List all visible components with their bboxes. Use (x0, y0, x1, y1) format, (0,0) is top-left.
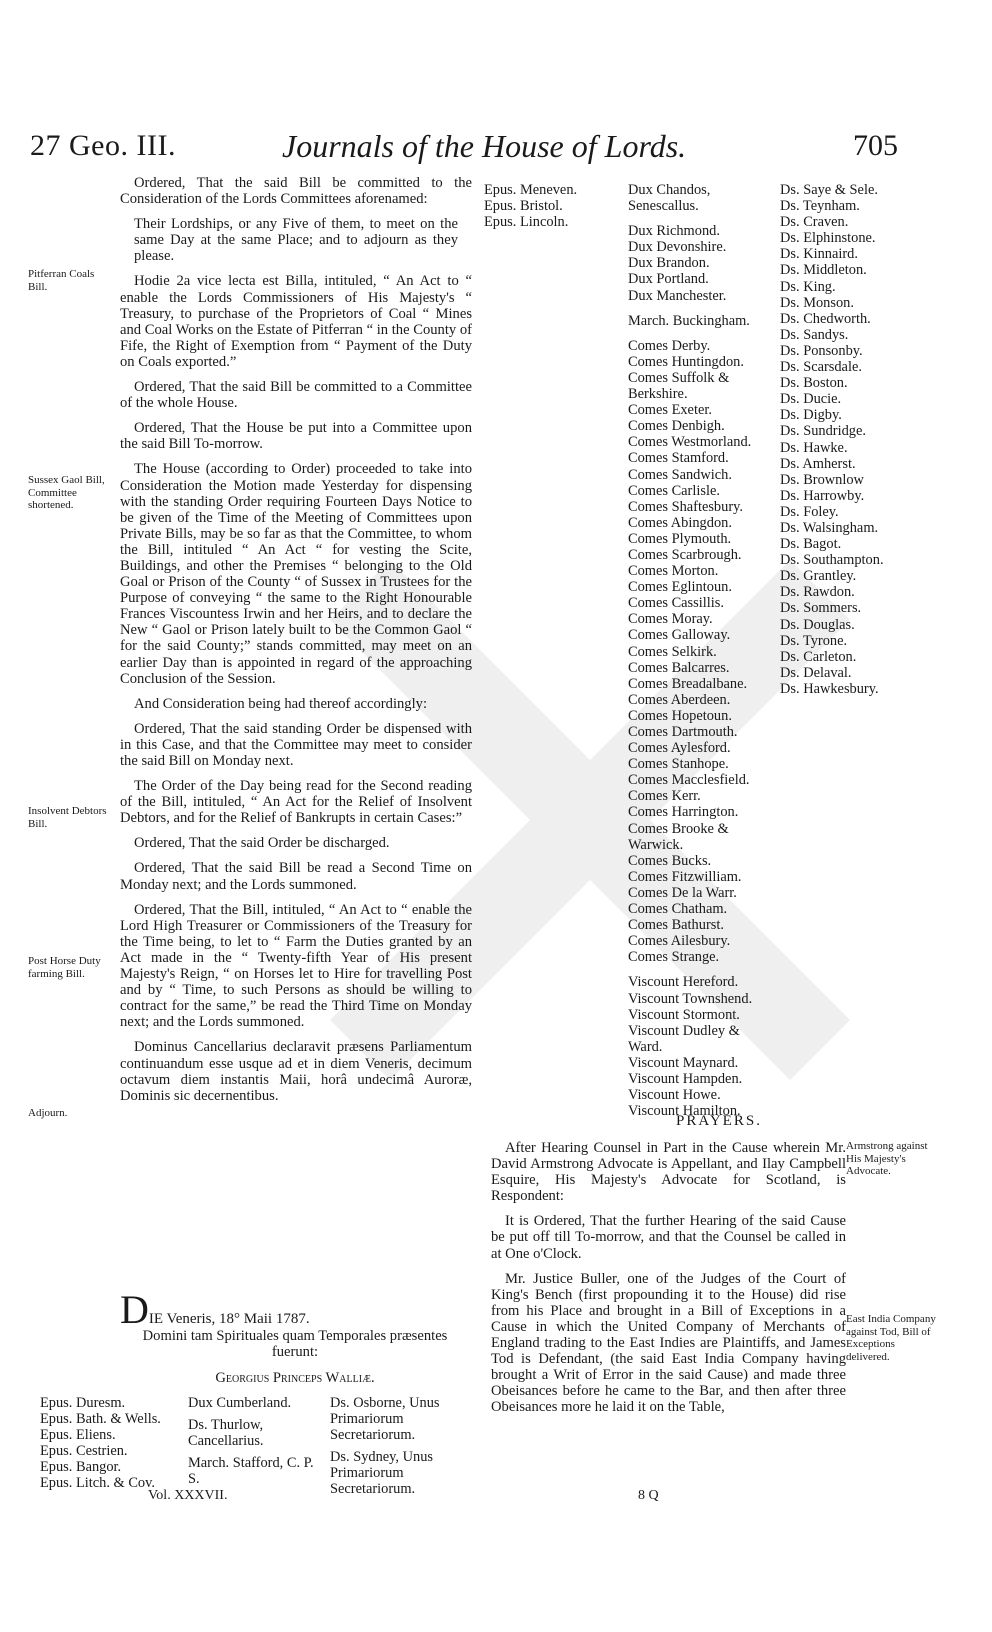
list-item: Comes Aylesford. (628, 740, 731, 757)
die-sub: Domini tam Spirituales quam Temporales præsentes fuerunt: (142, 1328, 448, 1360)
volume-label: Vol. XXXVII. (148, 1488, 228, 1503)
die-bishops (40, 1395, 161, 1492)
list-item: Dux Devonshire. (628, 239, 727, 256)
attendance-bishops (484, 182, 577, 230)
paragraph: The House (according to Order) proceeded to take into Consideration the Motion made Yesterday for dispensing with the standing Order requiring Fourteen Days Notice to be given of the Time of the Meeting of Committees upon Private Bills, may be so far as that the Committee, to whom the Bill, intituled “ An Act “ for vesting the Scite, Buildings, and other the Premises “ belonging to the Old Goal or Prison of the County “ of Sussex in Trustees for the Purpose of conveying “ the same to the Right Honourable Frances Viscountess Irwin and her Heirs, and to declare the New “ Gaol or Prison lately built to be the Common Gaol “ for the said County;” stands committed, may meet on an earlier Day than is appointed in regard of the approaching Conclusion of the Session. (120, 461, 472, 687)
list-item: Ds. Walsingham. (780, 519, 879, 536)
list-item: Comes Denbigh. (628, 418, 725, 435)
list-item: Ds. Saye & Sele. (780, 182, 878, 198)
list-item: Epus. Eliens. (40, 1427, 116, 1444)
list-item: Ds. Rawdon. (780, 584, 855, 601)
left-column (120, 175, 472, 1113)
list-item: Warwick. (628, 836, 684, 853)
list-item: Comes Strange. (628, 949, 720, 966)
list-item: Comes De la Warr. (628, 884, 737, 901)
paragraph: It is Ordered, That the further Hearing of the said Cause be put off till To-morrow, and that the Counsel be called in at One o'Clock. (491, 1213, 846, 1262)
list-item: Ds. Thurlow, Cancellarius. (188, 1417, 264, 1450)
list-item: Viscount Dudley & (628, 1022, 740, 1039)
list-item: Comes Hopetoun. (628, 707, 732, 724)
margin-note-insolvent: Insolvent Debtors Bill. (28, 805, 107, 830)
list-item: Ds. King. (780, 278, 836, 295)
list-item: Ds. Carleton. (780, 648, 857, 665)
list-item: Ds. Douglas. (780, 616, 855, 633)
list-item: Ds. Brownlow (780, 471, 864, 488)
list-item: Ds. Craven. (780, 214, 849, 231)
list-item: Comes Carlisle. (628, 482, 720, 499)
list-item: Dux Manchester. (628, 287, 727, 304)
list-item: Ds. Digby. (780, 407, 842, 424)
margin-note-posthorse: Post Horse Duty farming Bill. (28, 955, 101, 980)
page-number: 705 (853, 129, 898, 162)
list-item: Comes Moray. (628, 611, 713, 628)
list-item: Ds. Middleton. (780, 262, 867, 279)
list-item: Ds. Amherst. (780, 455, 856, 472)
die-heading (120, 1287, 470, 1332)
list-item: Comes Abingdon. (628, 514, 732, 531)
barons-list (780, 182, 884, 697)
list-item: Epus. Bristol. (484, 198, 563, 215)
list-item: Ds. Kinnaird. (780, 246, 858, 263)
list-item: Berkshire. (628, 386, 688, 403)
list-item: Comes Macclesfield. (628, 772, 750, 789)
list-item: Comes Chatham. (628, 901, 728, 918)
list-item: Viscount Hampden. (628, 1070, 743, 1087)
list-item: Comes Fitzwilliam. (628, 868, 742, 885)
paragraph: The Order of the Day being read for the Second reading of the Bill, intituled, “ An Act for the Relief of Insolvent Debtors, and for the Relief of Bankrupts in certain Cases:” (120, 778, 472, 827)
list-item: Dux Brandon. (628, 255, 710, 272)
list-item: Ds. Sydney, Unus Primariorum Secretariorum. (330, 1449, 434, 1498)
paragraph: Ordered, That the said Bill be read a Second Time on Monday next; and the Lords summoned. (120, 860, 472, 893)
list-item: Ds. Hawke. (780, 439, 848, 456)
list-item: Viscount Hamilton. (628, 1103, 741, 1120)
list-item: Dux Chandos, Senescallus. (628, 182, 711, 215)
die-right (330, 1395, 475, 1498)
paragraph: Ordered, That the said Bill be committed to the Consideration of the Lords Committees aforenamed: (120, 175, 472, 208)
list-item: Viscount Howe. (628, 1087, 721, 1104)
list-item: Comes Morton. (628, 563, 719, 580)
list-item: Ds. Hawkesbury. (780, 680, 879, 697)
prince-line: Georgius Princeps Walliæ. (215, 1370, 375, 1386)
paragraph: Ordered, That the said Bill be committed to a Committee of the whole House. (120, 379, 472, 412)
list-item: Ds. Ducie. (780, 391, 842, 408)
list-item: Epus. Meneven. (484, 182, 578, 198)
list-item: Viscount Stormont. (628, 1006, 740, 1023)
paragraph: Ordered, That the said standing Order be dispensed with in this Case, and that the Committee may meet to consider the said Bill on Monday next. (120, 720, 472, 769)
list-item: Ds. Harrowby. (780, 487, 865, 504)
journal-title: Journals of the House of Lords. (282, 128, 687, 164)
list-item: Ds. Tyrone. (780, 632, 848, 649)
list-item: Ds. Teynham. (780, 198, 860, 215)
list-item: Ds. Sommers. (780, 600, 862, 617)
paragraph: Hodie 2a vice lecta est Billa, intituled, “ An Act to “ enable the Lords Commissioners of His Majesty's “ Treasury, to purchase of the Proprietors of Coal “ Mines and Coal Works on the Estate of Pitferran “ in the County of Fife, the Right of Exemption from “ Payment of the Duty on Coals exported.” (120, 273, 472, 370)
list-item: Comes Aberdeen. (628, 691, 731, 708)
paragraph: After Hearing Counsel in Part in the Cause wherein Mr. David Armstrong Advocate is Appellant, and Ilay Campbell Esquire, His Majesty's Advocate for Scotland, is Respondent: (491, 1140, 846, 1205)
list-item: Comes Breadalbane. (628, 675, 748, 692)
list-item: Comes Scarbrough. (628, 546, 742, 563)
paragraph: Dominus Cancellarius declaravit præsens Parliamentum continuandum esse usque ad et in diem Veneris, decimum octavum diem instantis Maii, horâ undecimâ Auroræ, Dominis sic decernentibus. (120, 1039, 472, 1104)
paragraph: And Consideration being had thereof accordingly: (134, 695, 428, 712)
paragraph: Ordered, That the House be put into a Committee upon the said Bill To-morrow. (120, 420, 472, 453)
list-item: Comes Bathurst. (628, 917, 724, 934)
list-item: Ds. Southampton. (780, 552, 884, 569)
list-item: Ds. Sundridge. (780, 423, 866, 440)
list-item: Comes Westmorland. (628, 434, 752, 451)
list-item: March. Buckingham. (628, 312, 750, 329)
list-item: Viscount Hereford. (628, 974, 739, 991)
list-item: Ds. Chedworth. (780, 310, 871, 327)
list-item: March. Stafford, C. P. S. (188, 1455, 314, 1488)
list-item: Comes Brooke & (628, 820, 729, 837)
list-item: Viscount Maynard. (628, 1054, 739, 1071)
list-item: Comes Galloway. (628, 627, 731, 644)
list-item: Comes Balcarres. (628, 659, 730, 676)
list-item: Dux Portland. (628, 271, 709, 288)
list-item: Dux Cumberland. (188, 1395, 292, 1411)
list-item: Ds. Grantley. (780, 568, 857, 585)
margin-note-eastindia: East India Company against Tod, Bill of Exceptions delivered. (846, 1313, 936, 1363)
prayers-column (491, 1140, 846, 1425)
list-item: Ds. Bagot. (780, 536, 842, 553)
list-item: Comes Exeter. (628, 402, 712, 419)
list-item: Ds. Elphinstone. (780, 230, 876, 247)
list-item: Epus. Duresm. (40, 1395, 126, 1411)
list-item: Comes Cassillis. (628, 595, 724, 612)
list-item: Ward. (628, 1038, 663, 1055)
list-item: Comes Shaftesbury. (628, 498, 743, 515)
list-item: Ds. Foley. (780, 503, 839, 520)
list-item: Dux Richmond. (628, 223, 720, 240)
list-item: Comes Derby. (628, 337, 711, 354)
paragraph: Mr. Justice Buller, one of the Judges of the Court of King's Bench (first propounding it to the House) did rise from his Place and brought in a Bill of Exceptions in a Cause in which the United Company of Merchants of England trading to the East Indies are Plaintiffs, and James Tod is Defendant, (the said East India Company having brought a Writ of Error in the said Cause) and made three Obeisances before he came to the Bar, and then after three Obeisances more he laid it on the Table, (491, 1270, 846, 1416)
list-item: Epus. Litch. & Cov. (40, 1475, 155, 1492)
attendance-peers (628, 182, 776, 1119)
list-item: Epus. Bangor. (40, 1459, 122, 1476)
margin-note-sussex: Sussex Gaol Bill, Committee shortened. (28, 474, 105, 511)
section-title: PRAYERS. (676, 1113, 762, 1129)
list-item: Comes Selkirk. (628, 643, 717, 660)
list-item: Comes Ailesbury. (628, 933, 731, 950)
list-item: Ds. Boston. (780, 375, 848, 392)
regnal-year: 27 Geo. III. (30, 129, 176, 162)
list-item: Epus. Cestrien. (40, 1443, 128, 1460)
margin-note-pitferran: Pitferran Coals Bill. (28, 268, 95, 293)
viscount-list (628, 974, 776, 1119)
list-item: Comes Huntingdon. (628, 353, 744, 370)
die-mid (188, 1395, 326, 1487)
list-item: Ds. Scarsdale. (780, 359, 862, 376)
list-item: Comes Sandwich. (628, 466, 732, 483)
list-item: Ds. Delaval. (780, 664, 852, 681)
drop-cap: D (120, 1287, 149, 1332)
list-item: Comes Stanhope. (628, 756, 729, 773)
list-item: Ds. Osborne, Unus Primariorum Secretariorum. (330, 1395, 440, 1444)
list-item: Ds. Ponsonby. (780, 342, 863, 359)
list-item: Comes Suffolk & (628, 369, 730, 386)
paragraph: Ordered, That the Bill, intituled, “ An Act to “ enable the Lord High Treasurer or Commissioners of the Treasury for the Time being, to let to “ Farm the Duties granted by an Act made in the “ Twenty-fifth Year of His present Majesty's Reign, “ on Horses let to Hire for travelling Post and by “ Time, to such Persons as should be willing to contract for the same,” be read the Third Time on Monday next; and the Lords summoned. (120, 901, 472, 1031)
list-item: Ds. Sandys. (780, 326, 849, 343)
paragraph: Ordered, That the said Order be discharged. (134, 835, 390, 852)
paragraph: Their Lordships, or any Five of them, to meet on the same Day at the same Place; and to adjourn as they please. (134, 216, 458, 265)
comes-list (628, 338, 776, 966)
list-item: Viscount Townshend. (628, 990, 753, 1007)
list-item: Epus. Lincoln. (484, 214, 569, 231)
list-item: Comes Kerr. (628, 788, 701, 805)
signature-mark: 8 Q (638, 1488, 659, 1503)
list-item: Comes Bucks. (628, 852, 712, 869)
margin-note-armstrong: Armstrong against His Majesty's Advocate. (846, 1140, 928, 1177)
list-item: Comes Harrington. (628, 804, 739, 821)
list-item: Comes Dartmouth. (628, 724, 738, 740)
list-item: Epus. Bath. & Wells. (40, 1411, 161, 1428)
margin-note-adjourn: Adjourn. (28, 1107, 68, 1119)
list-item: Ds. Monson. (780, 294, 854, 311)
list-item: Comes Eglintoun. (628, 579, 732, 596)
list-item: Comes Stamford. (628, 450, 729, 467)
list-item: Comes Plymouth. (628, 530, 732, 547)
die-date: IE Veneris, 18° Maii 1787. (148, 1311, 310, 1327)
